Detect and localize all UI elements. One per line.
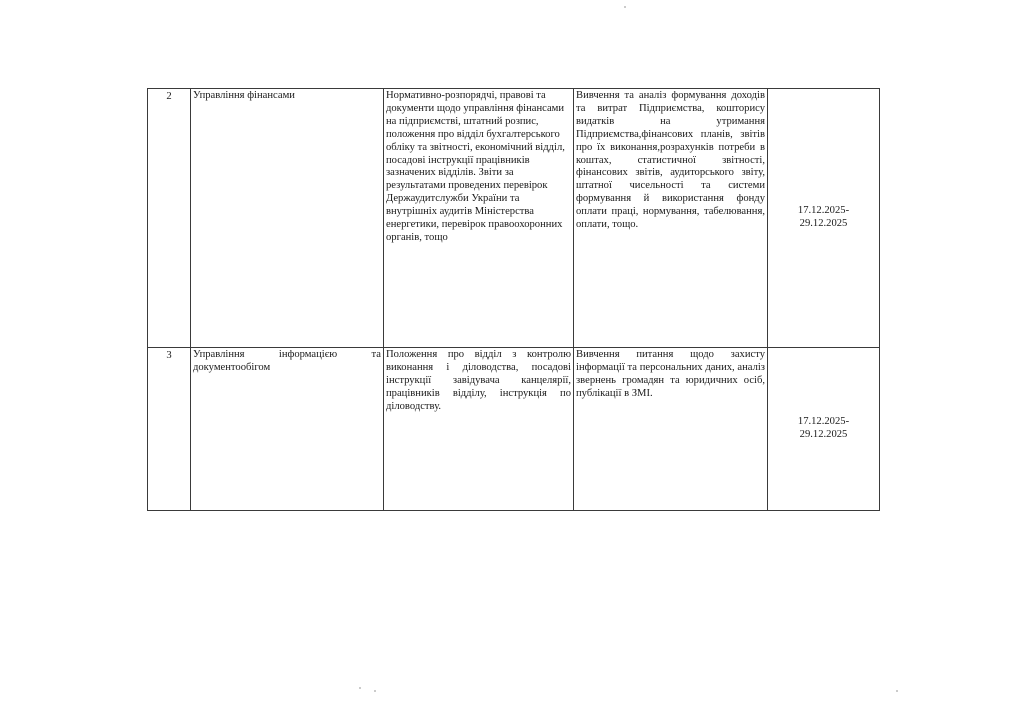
scan-speck xyxy=(896,690,898,692)
area-name: Управління інформацією та документообігом xyxy=(193,349,381,373)
scan-speck xyxy=(359,687,361,689)
study-text: Вивчення та аналіз формування доходів та витрат Підприємства, кошторису видатків на утримання Підприємства,фінансових планів, звітів про їх виконання,розрахунків потреби в коштах, статистичної звітності, фінансових звітів, аудиторського звіту, штатної чисельності та системи формування й використання фонду оплати праці, нормування, табелювання, оплати, тощо. xyxy=(576,90,765,231)
area-name-cell xyxy=(191,348,384,511)
study-text: Вивчення питання щодо захисту інформації та персональних даних, аналіз звернень громадян та юридичних осіб, публікації в ЗМІ. xyxy=(576,349,765,399)
row-number: 3 xyxy=(166,350,172,361)
area-name-cell xyxy=(191,89,384,348)
date-cell xyxy=(768,348,880,511)
documents-text: Положення про відділ з контролю виконання і діловодства, посадові інструкції завідувача канцелярії, працівників відділу, інструкція по діловодству. xyxy=(386,349,571,412)
table-row xyxy=(148,348,880,511)
documents-text: Нормативно-розпорядчі, правові та документи щодо управління фінансами на підприємстві, штатний розпис, положення про відділ бухгалтерського обліку та звітності, економічний відділ, посадові інструкції працівників зазначених відділів. Звіти за результатами проведених перевірок Держаудитслужби України та внутрішніх аудитів Міністерства енергетики, перевірок правоохоронних органів, тощо xyxy=(386,90,565,243)
row-number-cell xyxy=(148,348,191,511)
date-end: 29.12.2025 xyxy=(799,218,848,229)
date-cell xyxy=(768,89,880,348)
study-cell xyxy=(574,348,768,511)
table-row xyxy=(148,89,880,348)
scan-speck xyxy=(374,690,376,692)
date-end: 29.12.2025 xyxy=(799,429,848,440)
row-number: 2 xyxy=(166,91,172,102)
documents-cell xyxy=(384,348,574,511)
date-start: 17.12.2025- xyxy=(797,416,850,428)
scan-speck xyxy=(624,6,626,8)
row-number-cell xyxy=(148,89,191,348)
area-name: Управління фінансами xyxy=(193,90,295,101)
study-cell xyxy=(574,89,768,348)
date-start: 17.12.2025- xyxy=(797,205,850,217)
audit-plan-table xyxy=(147,88,880,511)
documents-cell xyxy=(384,89,574,348)
